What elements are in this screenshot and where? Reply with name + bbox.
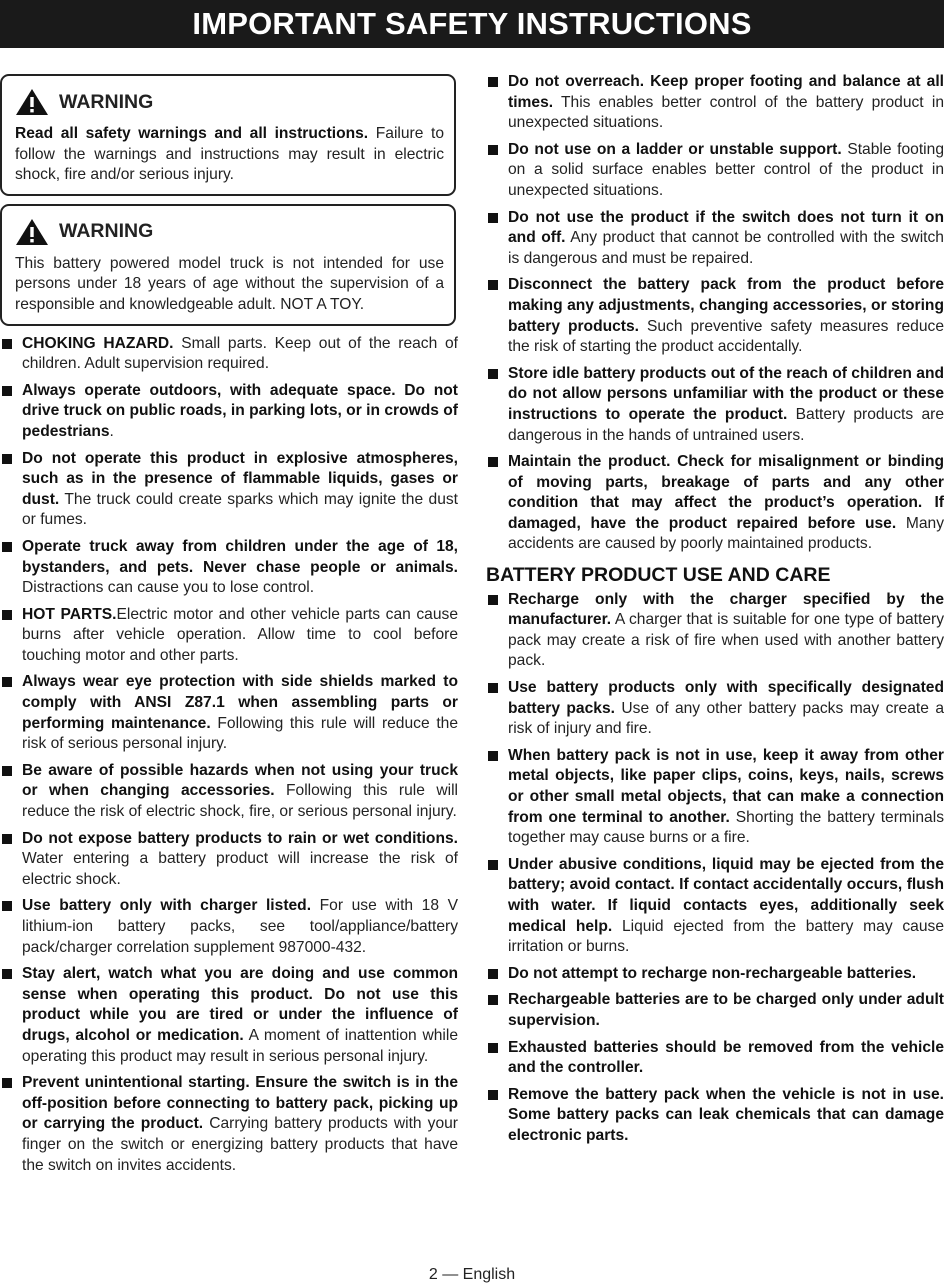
instruction-text: Many accidents are caused by poorly maintained products. [508,514,944,553]
square-bullet-icon [488,595,498,605]
instruction-text: Battery products are dangerous in the hands of untrained users. [508,405,944,444]
square-bullet-icon [488,457,498,467]
warning-box [0,74,456,196]
instruction-bold-text: Exhausted batteries should be removed from the vehicle and the controller. [508,1038,944,1077]
square-bullet-icon [2,339,12,349]
instruction-text: A moment of inattention while operating this product may result in serious personal injury. [22,1026,458,1065]
battery-care-list [486,590,944,1147]
warning-text: Failure to follow the warnings and instructions may result in electric shock, fire and/or serious injury. [15,125,444,184]
instruction-item [486,590,944,672]
square-bullet-icon [2,969,12,979]
instruction-bold-text: CHOKING HAZARD. [22,334,174,352]
square-bullet-icon [488,751,498,761]
instruction-item [0,964,458,1067]
instruction-text: . [109,422,114,440]
warning-box [0,204,456,326]
instruction-bold-text: Remove the battery pack when the vehicle is not in use. Some battery packs can leak chemicals that can damage electronic parts. [508,1085,944,1144]
right-instruction-list [486,72,944,555]
instruction-text: Liquid ejected from the battery may cause irritation or burns. [508,917,944,956]
instruction-item [0,896,458,958]
instruction-item [0,334,458,375]
instruction-text: Electric motor and other vehicle parts can cause burns after vehicle operation. Allow time to cool before touching motor and other parts. [22,605,458,664]
instruction-item [486,452,944,555]
instruction-item [486,364,944,446]
instruction-bold-text: Stay alert, watch what you are doing and use common sense when operating this product. Do not use this product while you are tired or under the influence of drugs, alcohol or medication. [22,965,458,1044]
square-bullet-icon [2,766,12,776]
instruction-item [486,855,944,958]
instruction-item [486,275,944,357]
instruction-item [486,1085,944,1147]
warning-triangle-icon [15,218,49,246]
instruction-item [0,381,458,443]
instruction-text: Use of any other battery packs may create a risk of injury and fire. [508,699,944,738]
square-bullet-icon [2,386,12,396]
instruction-bold-text: Store idle battery products out of the reach of children and do not allow persons unfamiliar with the product or these instructions to operate the product. [508,364,944,423]
square-bullet-icon [488,1043,498,1053]
instruction-text: Distractions can cause you to lose control. [22,579,315,597]
instruction-bold-text: Maintain the product. Check for misalignment or binding of moving parts, breakage of parts and any other condition that may affect the product’s operation. If damaged, have the product repaired before use. [508,453,944,532]
instruction-bold-text: Disconnect the battery pack from the product before making any adjustments, changing accessories, or storing battery products. [508,276,944,335]
instruction-item [0,761,458,823]
square-bullet-icon [488,995,498,1005]
square-bullet-icon [488,213,498,223]
square-bullet-icon [2,610,12,620]
instruction-bold-text: Do not use on a ladder or unstable support. [508,140,842,158]
instruction-item [486,964,944,985]
square-bullet-icon [2,834,12,844]
instruction-bold-text: Rechargeable batteries are to be charged only under adult supervision. [508,991,944,1029]
instruction-text: Such preventive safety measures reduce the risk of starting the product accidentally. [508,317,944,356]
instruction-item [486,72,944,134]
instruction-text: Stable footing on a solid surface enables better control of the product in unexpected situations. [508,140,944,199]
instruction-item [0,605,458,667]
instruction-bold-text: Under abusive conditions, liquid may be ejected from the battery; avoid contact. If contact accidentally occurs, flush with water. If liquid contacts eyes, additionally seek medical help. [508,855,944,935]
square-bullet-icon [488,860,498,870]
instruction-item [486,140,944,202]
warning-triangle-icon [15,88,49,116]
square-bullet-icon [488,145,498,155]
square-bullet-icon [2,542,12,552]
left-instruction-list [0,334,458,1177]
warning-bold-text: Read all safety warnings and all instructions. [15,125,369,142]
warning-heading-text: WARNING [59,220,154,243]
instruction-text: For use with 18 V lithium-ion battery packs, see tool/appliance/battery pack/charger correlation supplement 987000-432. [22,897,458,956]
instruction-bold-text: When battery pack is not in use, keep it away from other metal objects, like paper clips, coins, keys, nails, screws or other small metal objects, that can make a connection from one terminal to another. [508,746,944,826]
instruction-text: Small parts. Keep out of the reach of children. Adult supervision required. [22,334,458,373]
instruction-item [486,990,944,1031]
instruction-text: Shorting the battery terminals together may cause burns or a fire. [508,808,944,847]
instruction-item [0,449,458,531]
instruction-bold-text: Use battery only with charger listed. [22,897,312,915]
square-bullet-icon [2,677,12,687]
square-bullet-icon [488,280,498,290]
warning-body [15,124,444,186]
square-bullet-icon [2,901,12,911]
warning-heading [15,88,444,116]
square-bullet-icon [488,1090,498,1100]
warning-text: This battery powered model truck is not intended for use persons under 18 years of age without the supervision of a responsible and knowledgeable adult. NOT A TOY. [15,254,444,313]
section-heading: BATTERY PRODUCT USE AND CARE [486,564,831,587]
right-column [486,72,944,1153]
instruction-item [0,829,458,891]
page-footer: 2 — English [428,1266,516,1283]
instruction-bold-text: Do not operate this product in explosive atmospheres, such as in the presence of flammable liquids, gases or dust. [22,449,458,508]
instruction-bold-text: HOT PARTS. [22,605,117,623]
warning-body [15,254,444,316]
square-bullet-icon [2,454,12,464]
instruction-item [486,746,944,849]
page-title: IMPORTANT SAFETY INSTRUCTIONS [0,0,944,48]
instruction-bold-text: Always operate outdoors, with adequate space. Do not drive truck on public roads, in parking lots, or in crowds of pedestrians [22,381,458,440]
instruction-item [486,1038,944,1079]
square-bullet-icon [488,683,498,693]
instruction-text: This enables better control of the battery product in unexpected situations. [508,93,944,132]
left-column [0,74,458,1182]
instruction-text: Following this rule will reduce the risk of electric shock, fire, or serious personal injury. [22,782,458,821]
instruction-bold-text: Do not attempt to recharge non-rechargeable batteries. [508,964,917,982]
instruction-bold-text: Prevent unintentional starting. Ensure the switch is in the off-position before connecting to battery pack, picking up or carrying the product. [22,1074,458,1133]
instruction-text: Carrying battery products with your finger on the switch or energizing battery products that have the switch on invites accidents. [22,1115,458,1174]
instruction-text: Any product that cannot be controlled with the switch is dangerous and must be repaired. [508,229,944,267]
instruction-text: A charger that is suitable for one type of battery pack may create a risk of fire when used with another battery pack. [508,611,944,670]
instruction-item [486,208,944,270]
instruction-bold-text: Be aware of possible hazards when not using your truck or when changing accessories. [22,761,458,800]
instruction-item [0,537,458,599]
instruction-bold-text: Always wear eye protection with side shields marked to comply with ANSI Z87.1 when assembling parts or performing maintenance. [22,673,458,732]
instruction-item [0,672,458,754]
instruction-text: Water entering a battery product will increase the risk of electric shock. [22,850,458,888]
instruction-item [486,678,944,740]
instruction-bold-text: Operate truck away from children under the age of 18, bystanders, and pets. Never chase people or animals. [22,537,458,576]
instruction-item [0,1073,458,1176]
square-bullet-icon [488,77,498,87]
warning-heading [15,218,444,246]
square-bullet-icon [488,369,498,379]
instruction-bold-text: Do not overreach. Keep proper footing and balance at all times. [508,73,944,111]
instruction-text: Following this rule will reduce the risk of serious personal injury. [22,714,458,753]
warning-heading-text: WARNING [59,90,154,113]
instruction-text: The truck could create sparks which may ignite the dust or fumes. [22,490,458,529]
instruction-bold-text: Recharge only with the charger specified by the manufacturer. [508,590,944,629]
square-bullet-icon [488,969,498,979]
instruction-bold-text: Do not expose battery products to rain or wet conditions. [22,829,458,847]
square-bullet-icon [2,1078,12,1088]
instruction-bold-text: Do not use the product if the switch does not turn it on and off. [508,208,944,247]
instruction-bold-text: Use battery products only with specifically designated battery packs. [508,679,944,717]
